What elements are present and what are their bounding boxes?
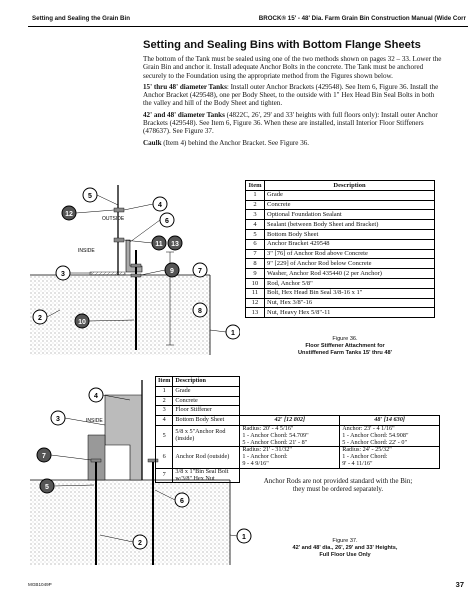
table-row <box>246 200 435 210</box>
cell-description: Bottom Body Sheet <box>265 229 435 239</box>
body-text <box>143 55 443 150</box>
callout-13: 13 <box>171 241 179 248</box>
cell-description: Optional Foundation Sealant <box>265 210 435 220</box>
cell-item: 7 <box>246 249 265 259</box>
cell-item: 6 <box>246 239 265 249</box>
callout-7: 7 <box>198 268 202 275</box>
figure-36-parts-table <box>245 180 435 318</box>
table-row <box>246 278 435 288</box>
callout-11: 11 <box>155 241 163 248</box>
cell-description: Rod, Anchor 5/8" <box>265 278 435 288</box>
col-42: 42' [12 802] <box>240 416 340 426</box>
figure-36-drawing <box>30 180 240 355</box>
table-row <box>246 298 435 308</box>
figure-37-caption: Figure 37. 42' and 48' dia., 26', 29' and 33' Heights, Full Floor Use Only <box>292 538 398 558</box>
para-15-48: 15' thru 48' diameter Tanks: Install outer Anchor Brackets (429548). See Item 6, Figure 36. Install the Anchor Bracket (429548), one per Body Sheet, to the outside with 1" Hex Head Bin Seal Bolts in both the valley and hill of the Body Sheet and tighten. <box>143 82 439 108</box>
cell-description: Washer, Anchor Rod 435440 (2 per Anchor) <box>265 269 435 279</box>
cell-item: 4 <box>246 220 265 230</box>
cell-item: 8 <box>246 259 265 269</box>
table-row <box>246 220 435 230</box>
callout-9: 9 <box>170 268 174 275</box>
callout-5: 5 <box>88 193 92 200</box>
callout-6-37: 6 <box>180 498 184 505</box>
col-item: Item <box>246 181 265 191</box>
callout-4-37: 4 <box>94 393 98 400</box>
label-outside: OUTSIDE <box>102 216 125 222</box>
table-row <box>246 259 435 269</box>
table-row: 7 3/8 x 1"Bin Seal Bolt w/3/8" Hex Nut <box>156 468 440 483</box>
callout-6: 6 <box>165 218 169 225</box>
callout-3-37: 3 <box>56 416 60 423</box>
col-item: Item <box>156 377 173 387</box>
cell-item: 13 <box>246 308 265 318</box>
table-row: 3 Floor Stiffener <box>156 406 440 416</box>
col-description: Description <box>265 181 435 191</box>
cell-item: 2 <box>246 200 265 210</box>
table-row <box>246 308 435 318</box>
cell-item: 12 <box>246 298 265 308</box>
cell-description: Anchor Bracket 429548 <box>265 239 435 249</box>
callout-1: 1 <box>231 330 235 337</box>
cell-item: 1 <box>246 190 265 200</box>
page-header <box>28 15 466 25</box>
callout-2-37: 2 <box>138 540 142 547</box>
section-title: Setting and Sealing Bins with Bottom Flange Sheets <box>143 39 421 51</box>
header-rule <box>28 26 468 27</box>
callout-5-37: 5 <box>45 484 49 491</box>
page-number: 37 <box>455 580 464 589</box>
para-42-48: 42' and 48' diameter Tanks (4822C, 26', 29' and 33' heights with full floors only): Install outer Anchor Brackets (429548). See Item 6, Figure 36. When these are installed, install Interior Floor Stiffeners (478637). See Figure 37. <box>143 110 438 136</box>
label-inside-37: INSIDE <box>86 418 103 424</box>
table-row <box>246 239 435 249</box>
table-header-row <box>156 377 440 387</box>
table-row: 2 Concrete <box>156 396 440 406</box>
callout-4: 4 <box>158 202 162 209</box>
table-row <box>246 210 435 220</box>
table-row: 4 Bottom Body Sheet 42' [12 802] 48' [14 630] <box>156 416 440 426</box>
para-intro: The bottom of the Tank must be sealed using one of the two methods shown on pages 32 – 33. Lower the Grain Bin and anchor it. Install adequate Anchor Bolts in the concrete. The Tank must be anchored securely to the Foundation using the appropriate method from the Figures shown below. <box>143 55 442 80</box>
table-row <box>246 269 435 279</box>
table-row <box>246 190 435 200</box>
header-left: Setting and Sealing the Grain Bin <box>32 15 130 22</box>
para-caulk: Caulk (Item 4) behind the Anchor Bracket. See Figure 36. <box>143 138 310 147</box>
cell-description: Nut, Hex 3/8"-16 <box>265 298 435 308</box>
callout-7-37: 7 <box>42 453 46 460</box>
cell-description: Sealant (between Body Sheet and Bracket) <box>265 220 435 230</box>
table-row <box>246 229 435 239</box>
cell-item: 10 <box>246 278 265 288</box>
callout-12: 12 <box>65 211 73 218</box>
col-48: 48' [14 630] <box>340 416 440 426</box>
cell-description: Bolt, Hex Head Bin Seal 3/8-16 x 1" <box>265 288 435 298</box>
callout-2: 2 <box>38 315 42 322</box>
cell-item: 11 <box>246 288 265 298</box>
cell-description: Concrete <box>265 200 435 210</box>
figure-37-parts-table <box>155 376 440 483</box>
callout-10: 10 <box>78 319 86 326</box>
table-row: 5 5/8 x 5"Anchor Rod (inside) Radius: 20' - 4 5/16" 1 - Anchor Chord: 54.709" 5 - Anchor Chord: 21' - 8" Anchor: 23' - 4 1/16" 1 - Anchor Chord: 54.908" 5 - Anchor Chord: 22' - 0" <box>156 425 440 446</box>
table-row <box>246 249 435 259</box>
cell-item: 9 <box>246 269 265 279</box>
cell-item: 5 <box>246 229 265 239</box>
anchor-rod-note: Anchor Rods are not provided standard with the Bin; they must be ordered separately. <box>263 477 413 493</box>
table-row: 1 Grade <box>156 386 440 396</box>
table-header-row <box>246 181 435 191</box>
callout-8: 8 <box>198 308 202 315</box>
col-description: Description <box>173 377 240 387</box>
table-row <box>246 288 435 298</box>
callout-1-37: 1 <box>242 534 246 541</box>
cell-description: 3" [76] of Anchor Rod above Concrete <box>265 249 435 259</box>
cell-description: Grade <box>265 190 435 200</box>
label-inside: INSIDE <box>78 248 95 254</box>
cell-description: 9" [229] of Anchor Rod below Concrete <box>265 259 435 269</box>
cell-description: Nut, Heavy Hex 5/8"-11 <box>265 308 435 318</box>
table-row: 6 Anchor Rod (outside) Radius: 21' - 31/32" 1 - Anchor Chord: 9 - 4 9/16" Radius: 24' - 25/32" 1 - Anchor Chord: 9' - 4 11/16" <box>156 447 440 468</box>
figure-36-caption: Figure 36. Floor Stiffener Attachment for Unstiffened Farm Tanks 15' thru 48' <box>298 336 392 356</box>
callout-3: 3 <box>61 271 65 278</box>
header-right: BROCK® 15' - 48' Dia. Farm Grain Bin Construction Manual (Wide Corr <box>258 15 466 22</box>
footer-code: MGB1049P <box>28 582 52 587</box>
cell-item: 3 <box>246 210 265 220</box>
